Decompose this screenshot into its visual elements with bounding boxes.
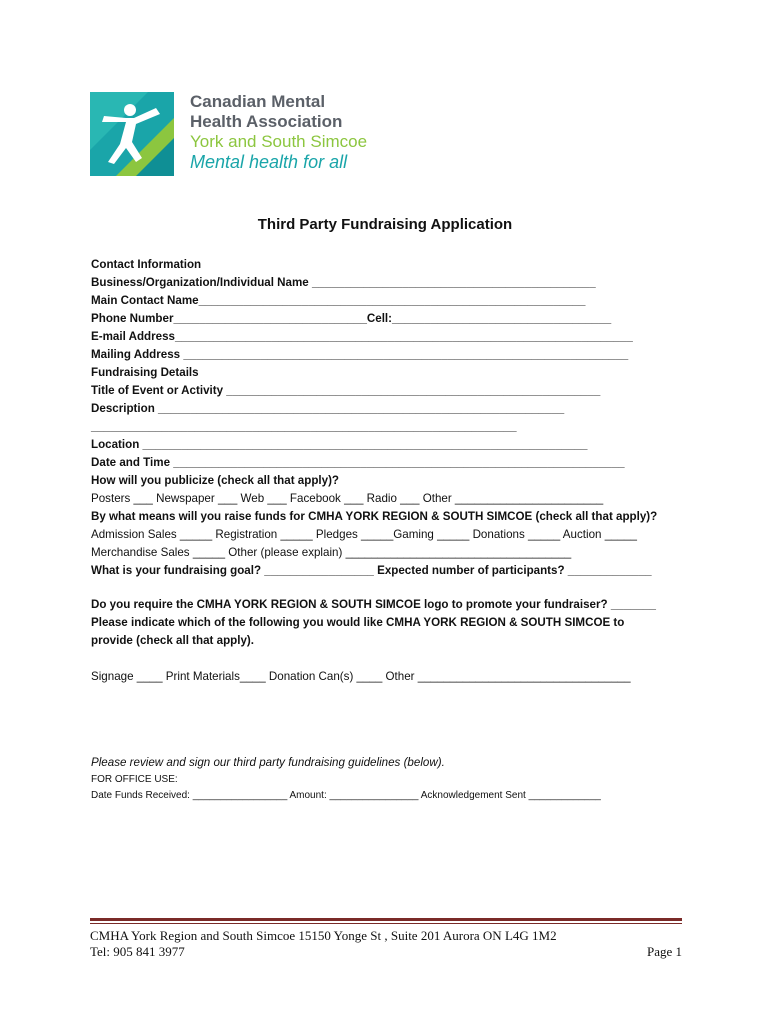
publicize-question: How will you publicize (check all that apply)? <box>91 474 340 487</box>
phone-cell-field[interactable]: Phone Number______________________________Cell:__________________________________ <box>91 312 612 325</box>
footer-tel: Tel: 905 841 3977 <box>90 944 185 959</box>
description-continuation-field[interactable]: __________________________________________________________________ <box>91 420 517 433</box>
publicize-options[interactable]: Posters ___ Newspaper ___ Web ___ Facebook ___ Radio ___ Other _______________________ <box>91 492 604 505</box>
email-field[interactable]: E-mail Address_______________________________________________________________________ <box>91 330 633 343</box>
means-options-1[interactable]: Admission Sales _____ Registration _____ Pledges _____Gaming _____ Donations _____ Auction _____ <box>91 528 637 541</box>
cmha-logo-icon <box>90 92 174 176</box>
application-form <box>91 256 691 804</box>
footer-address: CMHA York Region and South Simcoe 15150 Yonge St , Suite 201 Aurora ON L4G 1M2 <box>90 928 557 943</box>
logo-wordmark <box>190 92 367 172</box>
goal-question[interactable]: What is your fundraising goal? _________________ Expected number of participants? _____________ <box>91 564 652 577</box>
mailing-address-field[interactable]: Mailing Address _____________________________________________________________________ <box>91 348 629 361</box>
logo-line-3: York and South Simcoe <box>190 132 368 151</box>
event-title-field[interactable]: Title of Event or Activity __________________________________________________________ <box>91 384 601 397</box>
footer-rule-thin <box>90 923 682 924</box>
provide-options[interactable]: Signage ____ Print Materials____ Donation Can(s) ____ Other _________________________________ <box>91 670 631 683</box>
date-time-field[interactable]: Date and Time ______________________________________________________________________ <box>91 456 625 469</box>
office-use-label: FOR OFFICE USE: <box>91 774 178 785</box>
main-contact-field[interactable]: Main Contact Name____________________________________________________________ <box>91 294 586 307</box>
fundraising-heading: Fundraising Details <box>91 366 199 379</box>
means-options-2[interactable]: Merchandise Sales _____ Other (please explain) ___________________________________ <box>91 546 572 559</box>
means-question: By what means will you raise funds for CMHA YORK REGION & SOUTH SIMCOE (check all that apply)? <box>91 510 658 523</box>
logo-tagline: Mental health for all <box>190 152 348 172</box>
location-field[interactable]: Location _____________________________________________________________________ <box>91 438 588 451</box>
provide-question-line-2: provide (check all that apply). <box>91 634 254 647</box>
business-name-field[interactable]: Business/Organization/Individual Name ____________________________________________ <box>91 276 596 289</box>
review-note: Please review and sign our third party fundraising guidelines (below). <box>91 756 445 769</box>
logo-line-2: Health Association <box>190 112 343 131</box>
description-field[interactable]: Description _______________________________________________________________ <box>91 402 565 415</box>
provide-question-line-1: Please indicate which of the following you would like CMHA YORK REGION & SOUTH SIMCOE to <box>91 616 625 629</box>
footer-rule <box>90 918 682 921</box>
page-title: Third Party Fundraising Application <box>257 216 513 233</box>
cmha-logo <box>90 92 390 180</box>
contact-heading: Contact Information <box>91 258 202 271</box>
page-footer <box>90 928 682 960</box>
logo-question[interactable]: Do you require the CMHA YORK REGION & SOUTH SIMCOE logo to promote your fundraiser? _______ <box>91 598 656 611</box>
office-use-line[interactable]: Date Funds Received: _________________ Amount: ________________ Acknowledgement Sent _____________ <box>91 790 601 801</box>
page-number: Page 1 <box>646 944 682 959</box>
logo-line-1: Canadian Mental <box>190 92 326 111</box>
